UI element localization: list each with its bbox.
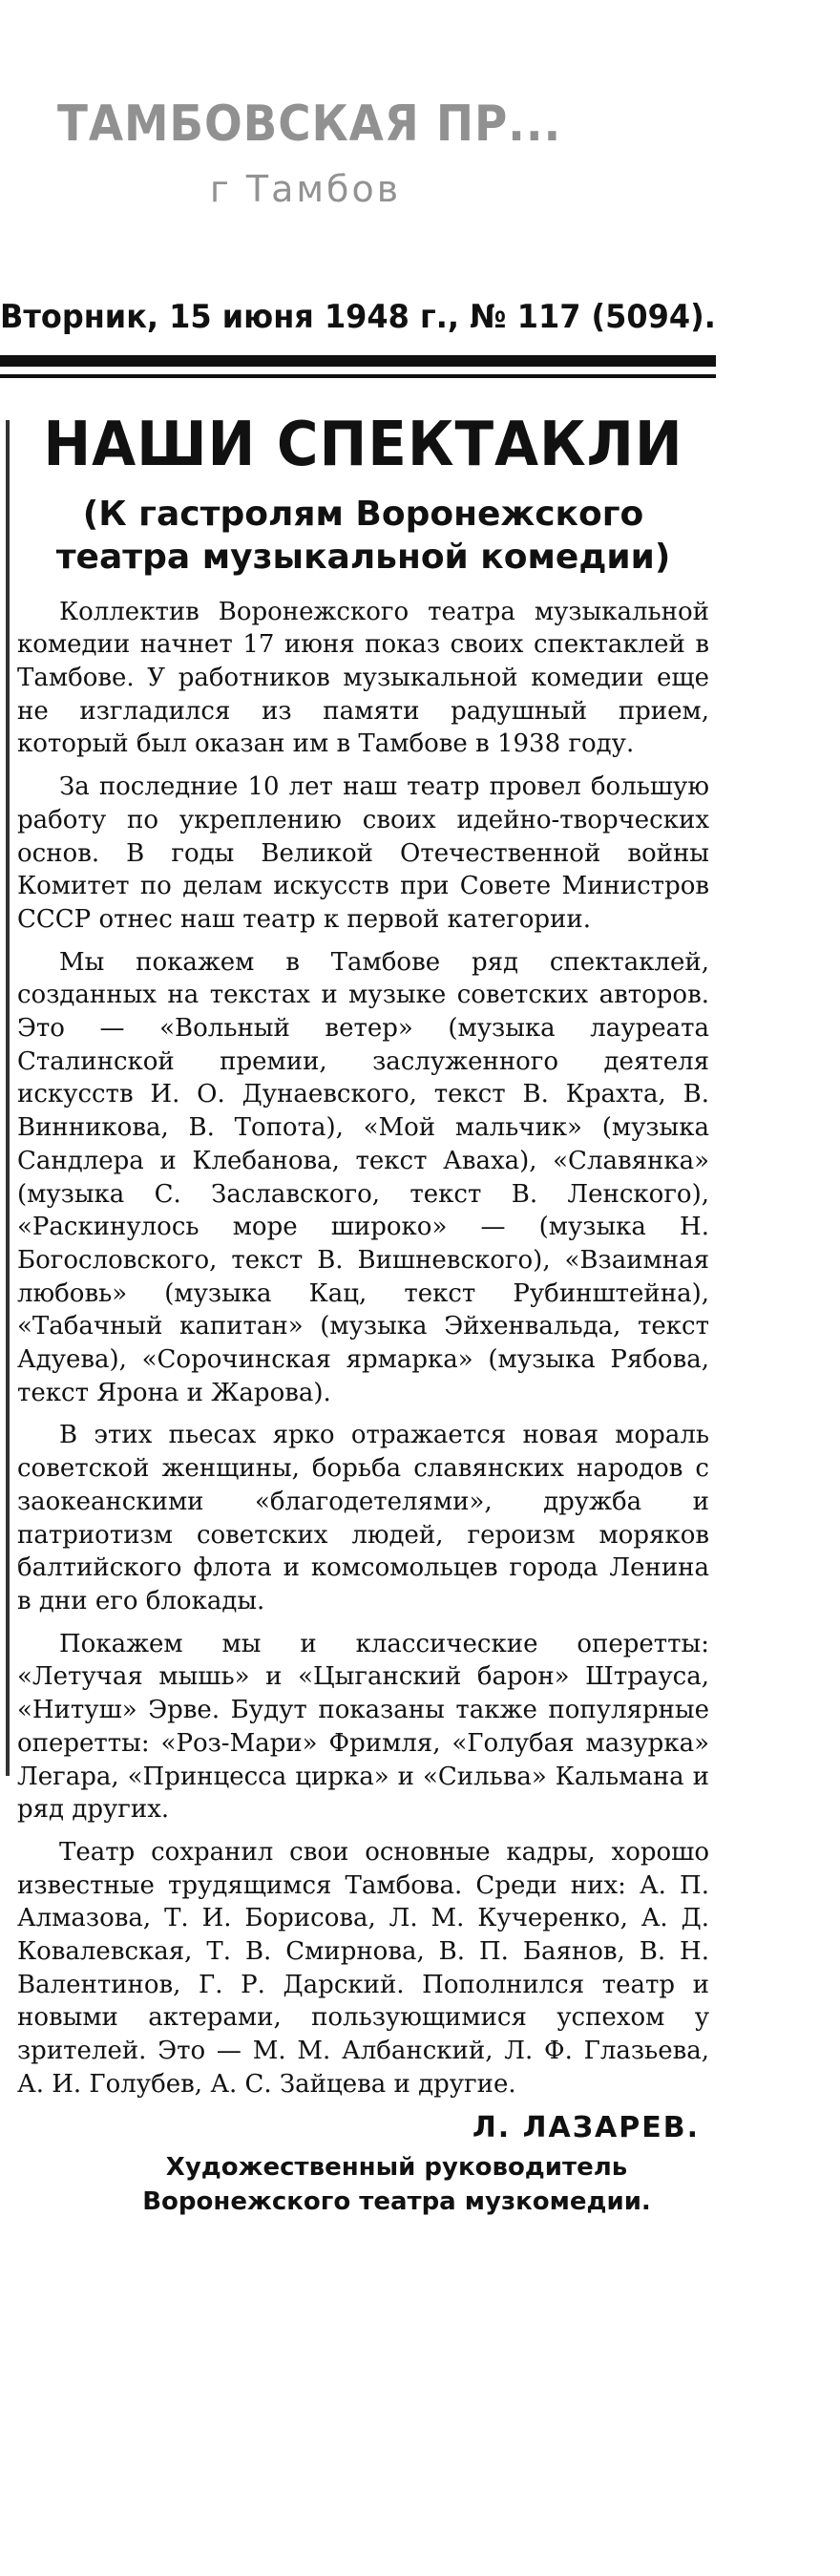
masthead — [57, 95, 562, 210]
article — [17, 411, 709, 2219]
author-role-line-2: Воронежского театра музкомедии. — [142, 2186, 651, 2216]
header-rule-thin — [0, 374, 716, 378]
author-signature: Л. ЛАЗАРЕВ. — [472, 2110, 700, 2144]
header-rule-thick — [0, 355, 716, 367]
article-paragraph: Театр сохранил свои основные кадры, хорошо известные трудящимся Тамбова. Среди них: А. П. Алмазова, Т. И. Борисова, Л. М. Кучеренко, А. Д. Ковалевская, Т. В. Смирнова, В. П. Баянов, В. Н. Валентинов, Г. Р. Дарский. Пополнился театр и новыми актерами, пользующимися успехом у зрителей. Это — М. М. Албанский, Л. Ф. Глазьева, А. И. Голубев, А. С. Зайцева и другие. — [17, 1837, 709, 2099]
article-paragraph: Покажем мы и классические оперетты: «Летучая мышь» и «Цыганский барон» Штрауса, «Нитуш» Эрве. Будут показаны также популярные оперетты: «Роз-Мари» Фримля, «Голубая мазурка» Легара, «Принцесса цирка» и «Сильва» Кальмана и ряд других. — [17, 1629, 709, 1825]
issue-dateline: Вторник, 15 июня 1948 г., № 117 (5094). — [0, 298, 716, 336]
article-paragraph: В этих пьесах ярко отражается новая мораль советской женщины, борьба славянских народов с заокеанскими «благодетелями», дружба и патриотизм советских людей, героизм моряков балтийского флота и комсомольцев города Ленина в дни его блокады. — [17, 1421, 709, 1615]
author-role — [17, 2150, 709, 2220]
author-role-line-1: Художественный руководитель — [165, 2152, 628, 2182]
article-paragraph: За последние 10 лет наш театр провел большую работу по укреплению своих идейно-творческих основ. В годы Великой Отечественной войны Комитет по делам искусств при Совете Министров СССР отнес наш театр к первой категории. — [17, 772, 709, 934]
article-paragraph: Мы покажем в Тамбове ряд спектаклей, созданных на текстах и музыке советских авторов. Это — «Вольный ветер» (музыка лауреата Сталинской премии, заслуженного деятеля искусств И. О. Дунаевского, текст В. Крахта, В. Винникова, В. Топота), «Мой мальчик» (музыка Сандлера и Клебанова, текст Аваха), «Славянка» (музыка С. Заславского, текст В. Ленского), «Раскинулось море широко» — (музыка Н. Богословского, текст В. Вишневского), «Взаимная любовь» (музыка Кац, текст Рубинштейна), «Табачный капитан» (музыка Эйхенвальда, текст Адуева), «Сорочинская ярмарка» (музыка Рябова, текст Ярона и Жарова). — [17, 947, 709, 1407]
article-headline: НАШИ СПЕКТАКЛИ — [43, 410, 683, 480]
article-subhead: (К гастролям Воронежского театра музыкальной комедии) — [55, 494, 671, 577]
column-rule — [6, 420, 10, 1776]
newspaper-city: г Тамбов — [209, 168, 402, 210]
article-paragraph: Коллектив Воронежского театра музыкальной комедии начнет 17 июня показ своих спектаклей в Тамбове. У работников музыкальной комедии еще не изгладился из памяти радушный прием, который был оказан им в Тамбове в 1938 году. — [17, 597, 709, 759]
newspaper-name: ТАМБОВСКАЯ ПР... — [57, 95, 562, 153]
